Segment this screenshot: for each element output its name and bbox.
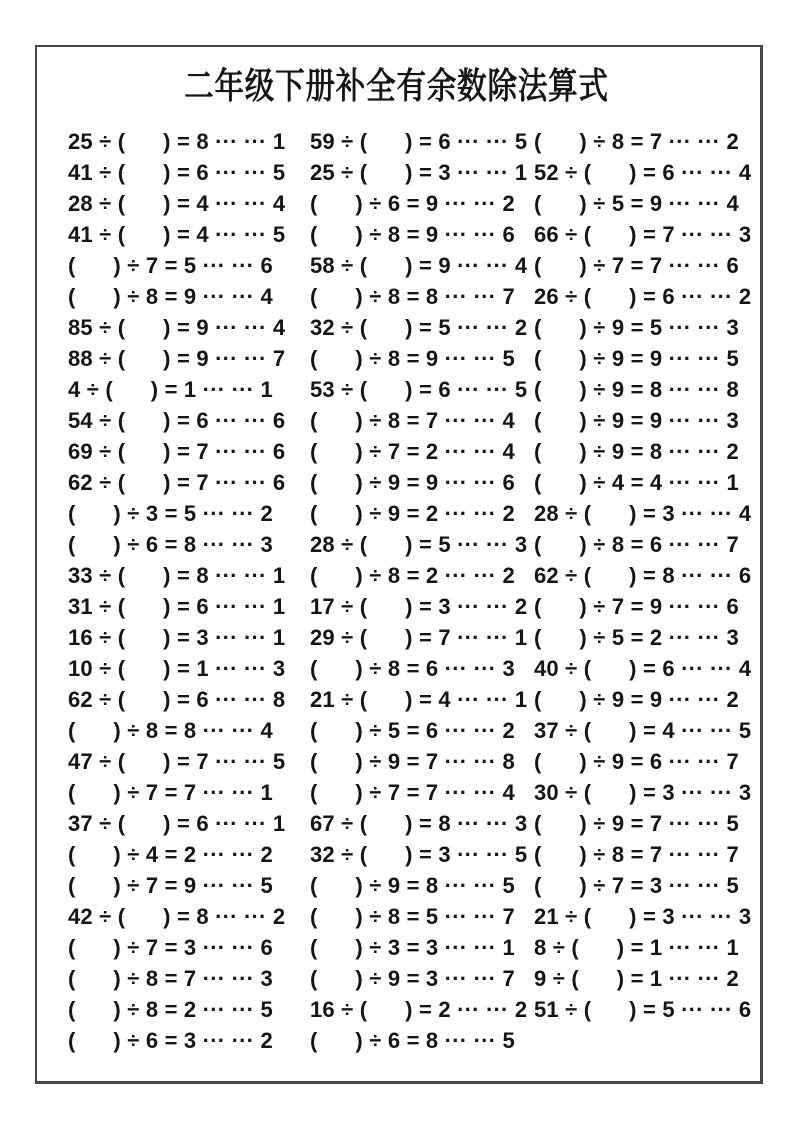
equation: 16 ÷ ( ) = 3 ··· ··· 1	[68, 625, 286, 650]
equation-column-2	[310, 126, 527, 1056]
equation: 21 ÷ ( ) = 4 ··· ··· 1	[310, 687, 528, 712]
equation: ( ) ÷ 8 = 6 ··· ··· 3	[310, 656, 515, 681]
equation: 40 ÷ ( ) = 6 ··· ··· 4	[534, 656, 752, 681]
equation: 26 ÷ ( ) = 6 ··· ··· 2	[534, 284, 752, 309]
equation: 62 ÷ ( ) = 6 ··· ··· 8	[68, 687, 286, 712]
equation: 88 ÷ ( ) = 9 ··· ··· 7	[68, 346, 286, 371]
equation: ( ) ÷ 5 = 9 ··· ··· 4	[534, 191, 739, 216]
equation: ( ) ÷ 9 = 8 ··· ··· 5	[310, 873, 515, 898]
equation-column-3	[534, 126, 751, 1025]
equation: 21 ÷ ( ) = 3 ··· ··· 3	[534, 904, 752, 929]
equation: ( ) ÷ 9 = 5 ··· ··· 3	[534, 315, 739, 340]
equation: 25 ÷ ( ) = 8 ··· ··· 1	[68, 129, 286, 154]
equation: 30 ÷ ( ) = 3 ··· ··· 3	[534, 780, 752, 805]
equation: ( ) ÷ 6 = 8 ··· ··· 5	[310, 1028, 515, 1053]
worksheet-title: 二年级下册补全有余数除法算式	[184, 65, 609, 106]
equation: ( ) ÷ 8 = 9 ··· ··· 5	[310, 346, 515, 371]
equation: ( ) ÷ 8 = 9 ··· ··· 6	[310, 222, 515, 247]
equation: ( ) ÷ 7 = 9 ··· ··· 6	[534, 594, 739, 619]
equation: ( ) ÷ 7 = 3 ··· ··· 5	[534, 873, 739, 898]
equation: ( ) ÷ 7 = 7 ··· ··· 1	[68, 780, 273, 805]
equation: 33 ÷ ( ) = 8 ··· ··· 1	[68, 563, 286, 588]
equation: ( ) ÷ 7 = 9 ··· ··· 5	[68, 873, 273, 898]
equation: ( ) ÷ 4 = 2 ··· ··· 2	[68, 842, 273, 867]
equation: ( ) ÷ 8 = 8 ··· ··· 7	[310, 284, 515, 309]
equation: ( ) ÷ 7 = 2 ··· ··· 4	[310, 439, 515, 464]
equation: ( ) ÷ 9 = 8 ··· ··· 8	[534, 377, 739, 402]
equation: ( ) ÷ 6 = 3 ··· ··· 2	[68, 1028, 273, 1053]
equation: 37 ÷ ( ) = 4 ··· ··· 5	[534, 718, 752, 743]
equation: ( ) ÷ 8 = 8 ··· ··· 4	[68, 718, 273, 743]
equation: ( ) ÷ 9 = 2 ··· ··· 2	[310, 501, 515, 526]
equation: ( ) ÷ 4 = 4 ··· ··· 1	[534, 470, 739, 495]
equation: 41 ÷ ( ) = 6 ··· ··· 5	[68, 160, 286, 185]
equation: 28 ÷ ( ) = 4 ··· ··· 4	[68, 191, 286, 216]
equation: ( ) ÷ 9 = 7 ··· ··· 8	[310, 749, 515, 774]
equation: ( ) ÷ 7 = 3 ··· ··· 6	[68, 935, 273, 960]
equation: ( ) ÷ 9 = 9 ··· ··· 2	[534, 687, 739, 712]
equation: 85 ÷ ( ) = 9 ··· ··· 4	[68, 315, 286, 340]
equation: 32 ÷ ( ) = 3 ··· ··· 5	[310, 842, 528, 867]
equation: 8 ÷ ( ) = 1 ··· ··· 1	[534, 935, 739, 960]
equation: ( ) ÷ 9 = 9 ··· ··· 3	[534, 408, 739, 433]
equation: 52 ÷ ( ) = 6 ··· ··· 4	[534, 160, 752, 185]
equation: 16 ÷ ( ) = 2 ··· ··· 2	[310, 997, 528, 1022]
equation: ( ) ÷ 7 = 5 ··· ··· 6	[68, 253, 273, 278]
equation: ( ) ÷ 9 = 9 ··· ··· 5	[534, 346, 739, 371]
equation: ( ) ÷ 9 = 3 ··· ··· 7	[310, 966, 515, 991]
equation: ( ) ÷ 7 = 7 ··· ··· 4	[310, 780, 515, 805]
equation: ( ) ÷ 3 = 5 ··· ··· 2	[68, 501, 273, 526]
equation: ( ) ÷ 6 = 9 ··· ··· 2	[310, 191, 515, 216]
equation: 4 ÷ ( ) = 1 ··· ··· 1	[68, 377, 273, 402]
equation: 28 ÷ ( ) = 5 ··· ··· 3	[310, 532, 528, 557]
equation: 54 ÷ ( ) = 6 ··· ··· 6	[68, 408, 286, 433]
equation: ( ) ÷ 8 = 6 ··· ··· 7	[534, 532, 739, 557]
equation: 69 ÷ ( ) = 7 ··· ··· 6	[68, 439, 286, 464]
equation: ( ) ÷ 8 = 7 ··· ··· 3	[68, 966, 273, 991]
equation: 9 ÷ ( ) = 1 ··· ··· 2	[534, 966, 739, 991]
equation: 41 ÷ ( ) = 4 ··· ··· 5	[68, 222, 286, 247]
equation-column-1	[68, 126, 285, 1056]
equation: ( ) ÷ 9 = 9 ··· ··· 6	[310, 470, 515, 495]
equation: ( ) ÷ 8 = 2 ··· ··· 2	[310, 563, 515, 588]
equation: ( ) ÷ 7 = 7 ··· ··· 6	[534, 253, 739, 278]
equation: ( ) ÷ 8 = 2 ··· ··· 5	[68, 997, 273, 1022]
equation: ( ) ÷ 3 = 3 ··· ··· 1	[310, 935, 515, 960]
equation: ( ) ÷ 5 = 2 ··· ··· 3	[534, 625, 739, 650]
equation: 62 ÷ ( ) = 8 ··· ··· 6	[534, 563, 752, 588]
equation: 42 ÷ ( ) = 8 ··· ··· 2	[68, 904, 286, 929]
equation: 51 ÷ ( ) = 5 ··· ··· 6	[534, 997, 752, 1022]
equation: 28 ÷ ( ) = 3 ··· ··· 4	[534, 501, 752, 526]
equation: 62 ÷ ( ) = 7 ··· ··· 6	[68, 470, 286, 495]
equation: 66 ÷ ( ) = 7 ··· ··· 3	[534, 222, 752, 247]
equation: ( ) ÷ 9 = 7 ··· ··· 5	[534, 811, 739, 836]
equation: 32 ÷ ( ) = 5 ··· ··· 2	[310, 315, 528, 340]
equation: 10 ÷ ( ) = 1 ··· ··· 3	[68, 656, 286, 681]
equation: 29 ÷ ( ) = 7 ··· ··· 1	[310, 625, 528, 650]
equation: ( ) ÷ 8 = 7 ··· ··· 7	[534, 842, 739, 867]
equation: 17 ÷ ( ) = 3 ··· ··· 2	[310, 594, 528, 619]
equation: ( ) ÷ 9 = 8 ··· ··· 2	[534, 439, 739, 464]
equation: ( ) ÷ 8 = 5 ··· ··· 7	[310, 904, 515, 929]
equation: 37 ÷ ( ) = 6 ··· ··· 1	[68, 811, 286, 836]
equation: ( ) ÷ 8 = 9 ··· ··· 4	[68, 284, 273, 309]
equation: 67 ÷ ( ) = 8 ··· ··· 3	[310, 811, 528, 836]
equation: 31 ÷ ( ) = 6 ··· ··· 1	[68, 594, 286, 619]
equation: ( ) ÷ 8 = 7 ··· ··· 4	[310, 408, 515, 433]
equation: ( ) ÷ 9 = 6 ··· ··· 7	[534, 749, 739, 774]
equation: 59 ÷ ( ) = 6 ··· ··· 5	[310, 129, 528, 154]
equation: 53 ÷ ( ) = 6 ··· ··· 5	[310, 377, 528, 402]
equation: 47 ÷ ( ) = 7 ··· ··· 5	[68, 749, 286, 774]
equation: ( ) ÷ 6 = 8 ··· ··· 3	[68, 532, 273, 557]
equation: ( ) ÷ 8 = 7 ··· ··· 2	[534, 129, 739, 154]
equation: 58 ÷ ( ) = 9 ··· ··· 4	[310, 253, 528, 278]
equation: ( ) ÷ 5 = 6 ··· ··· 2	[310, 718, 515, 743]
equation: 25 ÷ ( ) = 3 ··· ··· 1	[310, 160, 528, 185]
